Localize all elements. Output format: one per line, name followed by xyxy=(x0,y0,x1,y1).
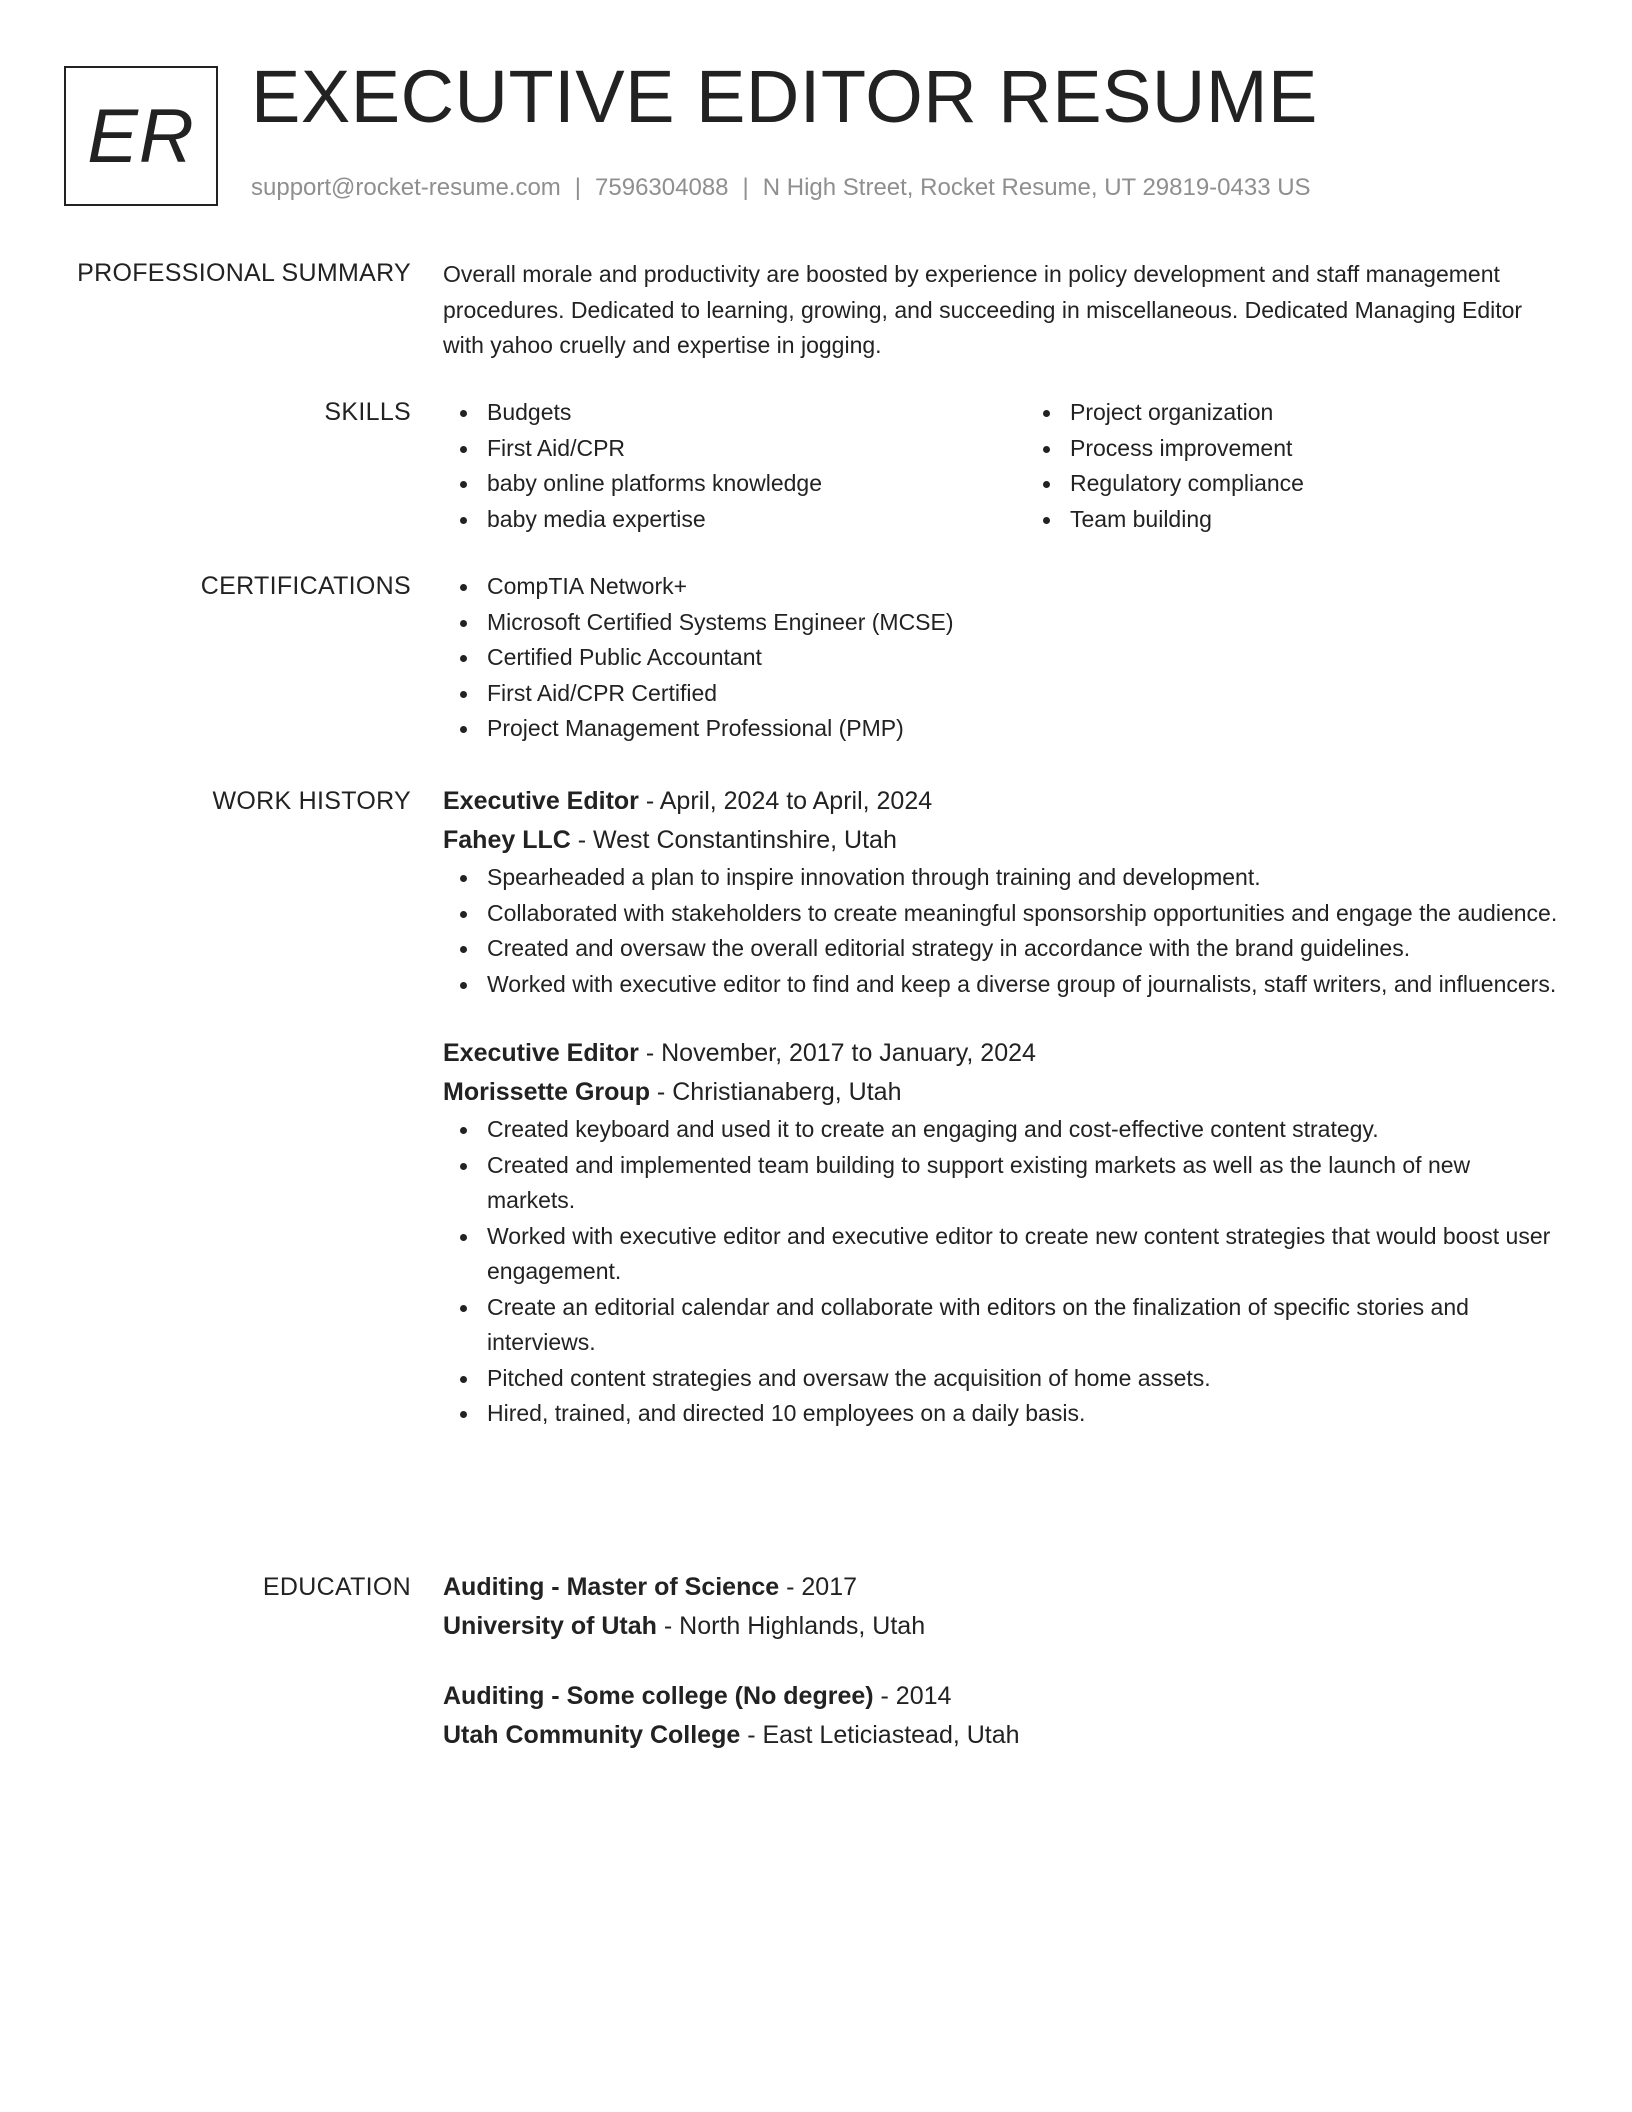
contact-phone: 7596304088 xyxy=(595,174,729,201)
skills-column-2 xyxy=(1026,395,1563,537)
resume-title: EXECUTIVE EDITOR RESUME xyxy=(251,55,1318,138)
skill-item: First Aid/CPR xyxy=(487,431,980,467)
skill-item: Regulatory compliance xyxy=(1070,466,1563,502)
section-label: CERTIFICATIONS xyxy=(200,572,411,600)
education-degree-line xyxy=(443,1568,1563,1607)
education-degree-line xyxy=(443,1677,1563,1716)
job-bullets xyxy=(443,1112,1563,1432)
initials-text: ER xyxy=(87,93,195,179)
education-year: - 2014 xyxy=(873,1682,952,1710)
education-degree: Auditing - Master of Science xyxy=(443,1573,780,1601)
education-location: - North Highlands, Utah xyxy=(656,1612,926,1640)
education-location: - East Leticiastead, Utah xyxy=(740,1721,1020,1749)
skill-item: Team building xyxy=(1070,502,1563,538)
job-bullet: Spearheaded a plan to inspire innovation through training and development. xyxy=(487,860,1563,896)
section-label: PROFESSIONAL SUMMARY xyxy=(77,259,411,287)
job-company-line xyxy=(443,821,1563,860)
job-title-line xyxy=(443,782,1563,821)
education-school-line xyxy=(443,1716,1563,1755)
education-year: - 2017 xyxy=(779,1573,858,1601)
education-school: Utah Community College xyxy=(443,1721,741,1749)
contact-address: N High Street, Rocket Resume, UT 29819-0433 US xyxy=(762,174,1311,201)
job-company: Morissette Group xyxy=(443,1078,650,1106)
section-body xyxy=(443,257,1563,364)
job-bullet: Created keyboard and used it to create an engaging and cost-effective content strategy. xyxy=(487,1112,1563,1148)
job-location: - Christianaberg, Utah xyxy=(649,1078,902,1106)
skill-item: Project organization xyxy=(1070,395,1563,431)
summary-text: Overall morale and productivity are boosted by experience in policy development and staff management procedures. Dedicated to learning, growing, and succeeding in miscellaneous. Dedicated Managing Editor with yahoo cruelly and expertise in jogging. xyxy=(443,261,1523,358)
skill-item: Process improvement xyxy=(1070,431,1563,467)
initials-monogram xyxy=(64,66,218,206)
job-title-line xyxy=(443,1034,1563,1073)
contact-line xyxy=(251,174,1311,202)
job-bullet: Create an editorial calendar and collaborate with editors on the finalization of specific stories and interviews. xyxy=(487,1290,1563,1361)
skills-column-1 xyxy=(443,395,980,537)
job-title: Executive Editor xyxy=(443,1039,639,1067)
skill-item: baby media expertise xyxy=(487,502,980,538)
job-bullet: Created and implemented team building to support existing markets as well as the launch of new markets. xyxy=(487,1148,1563,1219)
education-school-line xyxy=(443,1607,1563,1646)
job-entry xyxy=(443,1034,1563,1432)
job-dates: - November, 2017 to January, 2024 xyxy=(638,1039,1036,1067)
contact-separator: | xyxy=(742,174,749,201)
job-company: Fahey LLC xyxy=(443,826,571,854)
job-entry xyxy=(443,782,1563,1002)
job-title: Executive Editor xyxy=(443,787,639,815)
job-bullet: Pitched content strategies and oversaw the acquisition of home assets. xyxy=(487,1361,1563,1397)
education-entry xyxy=(443,1568,1563,1646)
section-body xyxy=(443,395,1563,537)
section-label: WORK HISTORY xyxy=(212,787,411,815)
certification-item: Microsoft Certified Systems Engineer (MCSE) xyxy=(487,605,1563,641)
job-company-line xyxy=(443,1073,1563,1112)
job-dates: - April, 2024 to April, 2024 xyxy=(638,787,933,815)
job-bullet: Worked with executive editor and executive editor to create new content strategies that would boost user engagement. xyxy=(487,1219,1563,1290)
skills-grid xyxy=(443,395,1563,537)
job-bullet: Worked with executive editor to find and keep a diverse group of journalists, staff writers, and influencers. xyxy=(487,967,1563,1003)
job-bullet: Collaborated with stakeholders to create meaningful sponsorship opportunities and engage the audience. xyxy=(487,896,1563,932)
certification-item: Project Management Professional (PMP) xyxy=(487,711,1563,747)
section-body xyxy=(443,782,1563,1432)
education-school: University of Utah xyxy=(443,1612,657,1640)
section-label: EDUCATION xyxy=(262,1573,411,1601)
certification-item: First Aid/CPR Certified xyxy=(487,676,1563,712)
job-location: - West Constantinshire, Utah xyxy=(570,826,897,854)
certification-item: Certified Public Accountant xyxy=(487,640,1563,676)
certification-item: CompTIA Network+ xyxy=(487,569,1563,605)
education-degree: Auditing - Some college (No degree) xyxy=(443,1682,874,1710)
job-bullet: Hired, trained, and directed 10 employees on a daily basis. xyxy=(487,1396,1563,1432)
section-body xyxy=(443,1568,1563,1755)
job-bullet: Created and oversaw the overall editorial strategy in accordance with the brand guidelines. xyxy=(487,931,1563,967)
education-entry xyxy=(443,1677,1563,1755)
section-label: SKILLS xyxy=(324,398,411,426)
certifications-list xyxy=(443,569,1563,747)
skill-item: Budgets xyxy=(487,395,980,431)
contact-separator: | xyxy=(574,174,582,201)
skill-item: baby online platforms knowledge xyxy=(487,466,980,502)
section-body xyxy=(443,569,1563,747)
contact-email: support@rocket-resume.com xyxy=(251,174,561,201)
job-bullets xyxy=(443,860,1563,1002)
